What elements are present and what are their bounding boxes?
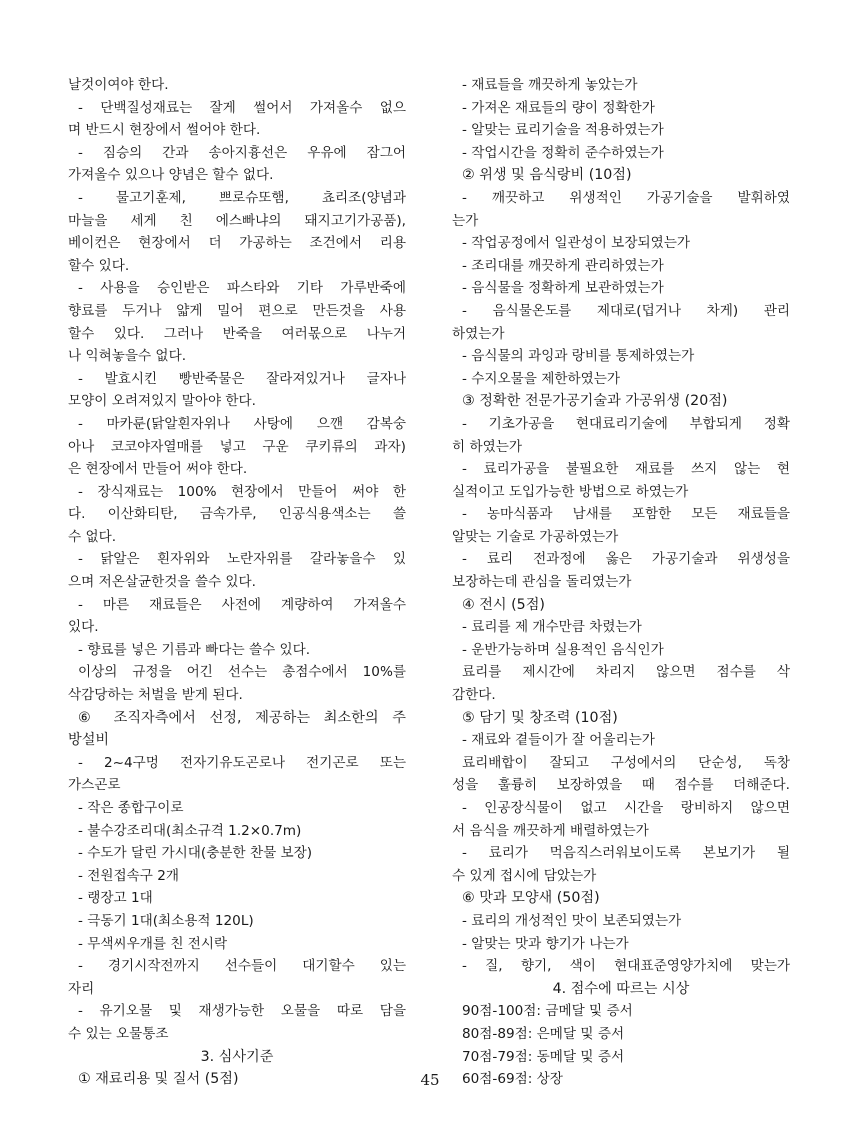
text-line: 료리를 제시간에 차리지 않으면 점수를 삭 <box>462 664 790 681</box>
text-line: - 단백질성재료는 잘게 썰어서 가져올수 없으 <box>78 99 406 116</box>
text-line: - 작은 종합구이로 <box>78 800 184 816</box>
text-line: 70점-79점: 동메달 및 증서 <box>462 1048 625 1065</box>
text-line: 보장하는데 관심을 돌리였는가 <box>452 574 632 591</box>
text-line: 수 없다. <box>68 528 117 545</box>
text-line: 삭감당하는 처벌을 받게 된다. <box>68 687 243 704</box>
page-number: 45 <box>420 1071 440 1089</box>
text-line: 있다. <box>68 619 99 636</box>
text-line: - 료리가 먹음직스러워보이도록 본보기가 될 <box>462 845 790 862</box>
text-line: 베이컨은 현장에서 더 가공하는 조건에서 리용 <box>68 235 406 252</box>
text-line: - 짐승의 간과 송아지흉선은 우유에 잠그어 <box>78 144 406 161</box>
text-line: - 물고기훈제, 쁘로슈또햄, 쵸리조(양념과 <box>78 189 406 206</box>
text-line: - 사용을 승인받은 파스타와 기타 가루반죽에 <box>78 280 406 297</box>
text-line: - 깨끗하고 위생적인 가공기술을 발휘하였 <box>462 189 790 206</box>
text-line: 성을 훌륭히 보장하였을 때 점수를 더해준다. <box>452 777 790 794</box>
text-line: 가져올수 있으나 양념은 할수 없다. <box>68 167 274 184</box>
text-line: - 음식물의 과잉과 랑비를 통제하였는가 <box>462 348 695 365</box>
text-line: - 닭알은 흰자위와 노란자위를 갈라놓을수 있 <box>78 551 406 568</box>
text-line: - 재료와 곁들이가 잘 어울리는가 <box>462 732 655 749</box>
text-line: 아나 코코야자열매를 넣고 구운 쿠키류의 과자) <box>68 438 406 455</box>
text-line: - 기초가공을 현대료리기술에 부합되게 정확 <box>462 415 790 432</box>
text-line: 할수 있다. <box>68 257 130 274</box>
text-line: 나 익혀놓을수 없다. <box>68 348 187 365</box>
text-line: - 향료를 넣은 기름과 빠다는 쓸수 있다. <box>78 641 311 658</box>
text-line: 하였는가 <box>452 325 505 342</box>
text-line: 서 음식을 깨끗하게 배렬하였는가 <box>452 822 649 839</box>
text-line: 마늘을 세게 친 에스빠냐의 돼지고기가공품), <box>68 212 406 229</box>
text-line: - 농마식품과 남새를 포함한 모든 재료들을 <box>462 506 790 523</box>
text-line: - 인공장식물이 없고 시간을 랑비하지 않으면 <box>462 800 790 816</box>
text-line: - 음식물온도를 제대로(덥거나 차게) 관리 <box>462 302 790 319</box>
text-line: - 료리의 개성적인 맛이 보존되였는가 <box>462 912 682 929</box>
text-line: - 마른 재료들은 사전에 계량하여 가져올수 <box>78 596 406 613</box>
text-line: 알맞는 기술로 가공하였는가 <box>452 528 619 545</box>
text-line: - 마카룬(닭알흰자위나 사탕에 으깬 감복숭 <box>78 415 406 432</box>
section-heading: ⑥ 맛과 모양새 (50점) <box>462 890 600 907</box>
text-line: - 2~4구멍 전자기유도곤로나 전기곤로 또는 <box>78 754 406 771</box>
text-line: 다. 이산화티탄, 금속가루, 인공식용색소는 쓸 <box>68 506 406 523</box>
text-line: - 료리가공을 불필요한 재료를 쓰지 않는 현 <box>462 461 790 478</box>
text-line: - 작업공정에서 일관성이 보장되였는가 <box>462 235 690 252</box>
text-line: - 경기시작전까지 선수들이 대기할수 있는 <box>78 958 406 975</box>
text-line: - 료리 전과정에 옳은 가공기술과 위생성을 <box>462 551 790 568</box>
text-line: 모양이 오려져있지 말아야 한다. <box>68 393 256 410</box>
text-line: 히 하였는가 <box>452 438 522 455</box>
text-line: - 조리대를 깨끗하게 관리하였는가 <box>462 257 664 274</box>
text-line: 며 반드시 현장에서 썰어야 한다. <box>68 122 261 139</box>
text-line: - 알맞는 맛과 향기가 나는가 <box>462 935 629 952</box>
section-heading: ⑥ 조직자측에서 선정, 제공하는 최소한의 주 <box>78 709 406 726</box>
right-column <box>452 74 790 1091</box>
text-line: - 수지오물을 제한하였는가 <box>462 370 620 387</box>
text-line: 는가 <box>452 212 479 229</box>
text-line: 수 있는 오물통조 <box>68 1025 169 1042</box>
section-heading: ④ 전시 (5점) <box>462 596 545 613</box>
text-line: 료리배합이 잘되고 구성에서의 단순성, 독창 <box>462 754 790 771</box>
text-line: - 료리를 제 개수만큼 차렸는가 <box>462 619 642 636</box>
text-line: - 재료들을 깨끗하게 놓았는가 <box>462 77 638 93</box>
section-heading: 3. 심사기준 <box>200 1048 274 1065</box>
text-line: - 질, 향기, 색이 현대표준영양가치에 맞는가 <box>462 958 790 975</box>
section-heading: 4. 점수에 따르는 시상 <box>552 980 690 997</box>
text-line: 은 현장에서 만들어 써야 한다. <box>68 461 248 478</box>
text-line: 날것이여야 한다. <box>68 77 169 93</box>
text-line: - 랭장고 1대 <box>78 890 153 907</box>
text-line: 60점-69점: 상장 <box>462 1071 563 1088</box>
text-line: 가스곤로 <box>68 777 121 794</box>
text-line: - 수도가 달린 가시대(충분한 찬물 보장) <box>78 845 313 862</box>
text-line: - 가져온 재료들의 량이 정확한가 <box>462 99 655 116</box>
text-line: 향료를 두거나 얇게 밀어 편으로 만든것을 사용 <box>68 302 406 319</box>
section-heading: ⑤ 담기 및 창조력 (10점) <box>462 709 618 726</box>
text-line: - 운반가능하며 실용적인 음식인가 <box>462 641 664 658</box>
text-line: 할수 있다. 그러나 반죽을 여러몫으로 나누거 <box>68 325 406 342</box>
text-line: 감한다. <box>452 687 496 704</box>
text-line: - 무색씨우개를 친 전시락 <box>78 935 228 952</box>
section-heading: ③ 정확한 전문가공기술과 가공위생 (20점) <box>462 393 728 410</box>
section-heading: ① 재료리용 및 질서 (5점) <box>78 1071 239 1088</box>
text-line: 수 있게 접시에 담았는가 <box>452 867 597 884</box>
left-column <box>68 74 406 1091</box>
text-line: - 알맞는 료리기술을 적용하였는가 <box>462 122 664 139</box>
section-heading: ② 위생 및 음식랑비 (10점) <box>462 167 632 184</box>
text-line: - 발효시킨 빵반죽물은 잘라져있거나 글자나 <box>78 370 406 387</box>
text-line: 자리 <box>68 980 95 997</box>
section-heading: 방설비 <box>68 732 110 749</box>
text-line: - 전원접속구 2개 <box>78 867 179 884</box>
text-line: 으며 저온살균한것을 쓸수 있다. <box>68 574 256 591</box>
text-line: 이상의 규정을 어긴 선수는 총점수에서 10%를 <box>78 664 406 681</box>
text-line: - 작업시간을 정확히 준수하였는가 <box>462 144 664 161</box>
text-line: 80점-89점: 은메달 및 증서 <box>462 1025 625 1042</box>
text-line: - 장식재료는 100% 현장에서 만들어 써야 한 <box>78 483 406 500</box>
text-line: 90점-100점: 금메달 및 증서 <box>462 1003 633 1020</box>
text-line: - 불수강조리대(최소규격 1.2×0.7m) <box>78 822 302 839</box>
text-line: - 유기오물 및 재생가능한 오물을 따로 담을 <box>78 1003 406 1020</box>
text-line: 실적이고 도입가능한 방법으로 하였는가 <box>452 483 689 500</box>
text-line: - 극동기 1대(최소용적 120L) <box>78 912 254 929</box>
text-line: - 음식물을 정확하게 보관하였는가 <box>462 280 664 297</box>
